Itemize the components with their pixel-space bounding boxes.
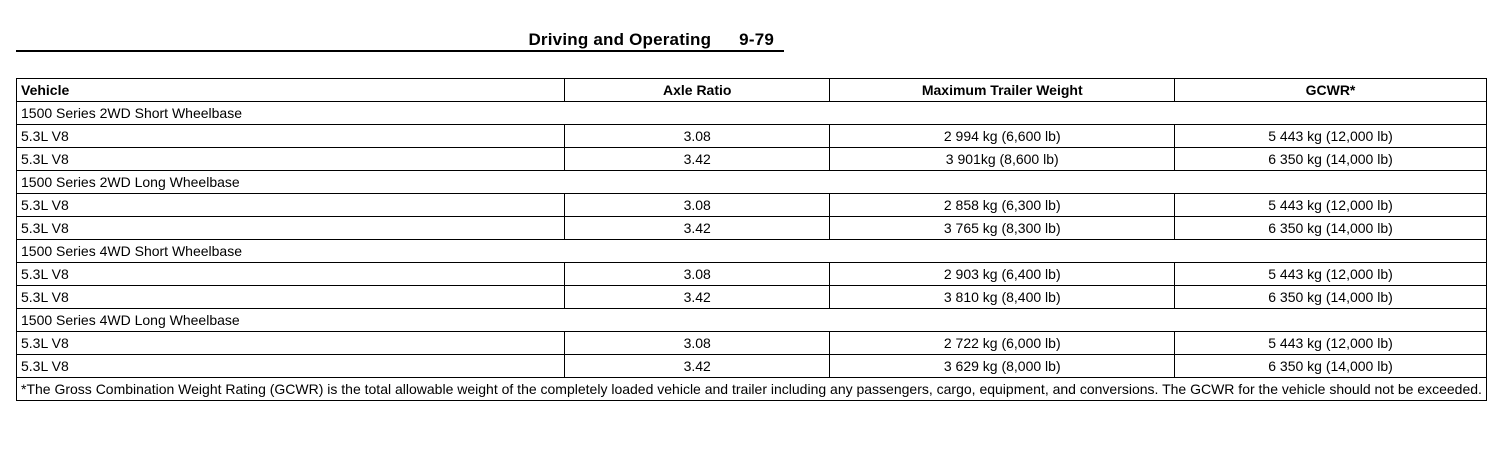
max-trailer-weight-cell: 3 629 kg (8,000 lb) [830, 355, 1175, 378]
max-trailer-weight-cell: 3 810 kg (8,400 lb) [830, 286, 1175, 309]
vehicle-cell: 5.3L V8 [17, 332, 565, 355]
axle-ratio-cell: 3.08 [565, 194, 830, 217]
max-trailer-weight-cell: 2 903 kg (6,400 lb) [830, 263, 1175, 286]
group-title: 1500 Series 2WD Short Wheelbase [17, 102, 1487, 125]
gcwr-cell: 6 350 kg (14,000 lb) [1175, 217, 1487, 240]
gcwr-cell: 5 443 kg (12,000 lb) [1175, 263, 1487, 286]
table-row [17, 286, 1487, 309]
page-header [16, 30, 784, 52]
axle-ratio-cell: 3.42 [565, 148, 830, 171]
vehicle-cell: 5.3L V8 [17, 125, 565, 148]
max-trailer-weight-cell: 2 722 kg (6,000 lb) [830, 332, 1175, 355]
axle-ratio-cell: 3.08 [565, 332, 830, 355]
gcwr-cell: 6 350 kg (14,000 lb) [1175, 355, 1487, 378]
column-header-vehicle: Vehicle [17, 79, 565, 102]
column-header-max-trailer-weight: Maximum Trailer Weight [830, 79, 1175, 102]
gcwr-cell: 5 443 kg (12,000 lb) [1175, 125, 1487, 148]
gcwr-cell: 5 443 kg (12,000 lb) [1175, 332, 1487, 355]
section-title: Driving and Operating [528, 30, 712, 49]
group-row [17, 240, 1487, 263]
gcwr-cell: 6 350 kg (14,000 lb) [1175, 148, 1487, 171]
table-header-row [17, 79, 1487, 102]
max-trailer-weight-cell: 3 901kg (8,600 lb) [830, 148, 1175, 171]
table-row [17, 125, 1487, 148]
table-row [17, 217, 1487, 240]
gcwr-cell: 6 350 kg (14,000 lb) [1175, 286, 1487, 309]
vehicle-cell: 5.3L V8 [17, 286, 565, 309]
vehicle-cell: 5.3L V8 [17, 194, 565, 217]
axle-ratio-cell: 3.08 [565, 263, 830, 286]
group-row [17, 102, 1487, 125]
group-row [17, 171, 1487, 194]
axle-ratio-cell: 3.42 [565, 355, 830, 378]
table-row [17, 194, 1487, 217]
table-row [17, 148, 1487, 171]
group-title: 1500 Series 4WD Short Wheelbase [17, 240, 1487, 263]
axle-ratio-cell: 3.08 [565, 125, 830, 148]
gcwr-cell: 5 443 kg (12,000 lb) [1175, 194, 1487, 217]
vehicle-cell: 5.3L V8 [17, 148, 565, 171]
page-number: 9-79 [739, 30, 774, 49]
footnote-row [17, 378, 1487, 401]
table-row [17, 355, 1487, 378]
vehicle-cell: 5.3L V8 [17, 355, 565, 378]
axle-ratio-cell: 3.42 [565, 286, 830, 309]
column-header-axle-ratio: Axle Ratio [565, 79, 830, 102]
trailer-weight-table [16, 78, 1487, 401]
table-row [17, 263, 1487, 286]
footnote-text: *The Gross Combination Weight Rating (GCWR) is the total allowable weight of the completely loaded vehicle and trailer including any passengers, cargo, equipment, and conversions. The GCWR for the vehicle should not be exceeded. [17, 378, 1487, 401]
vehicle-cell: 5.3L V8 [17, 217, 565, 240]
group-row [17, 309, 1487, 332]
header-text [528, 30, 774, 50]
group-title: 1500 Series 4WD Long Wheelbase [17, 309, 1487, 332]
table-row [17, 332, 1487, 355]
axle-ratio-cell: 3.42 [565, 217, 830, 240]
max-trailer-weight-cell: 2 858 kg (6,300 lb) [830, 194, 1175, 217]
column-header-gcwr: GCWR* [1175, 79, 1487, 102]
max-trailer-weight-cell: 2 994 kg (6,600 lb) [830, 125, 1175, 148]
max-trailer-weight-cell: 3 765 kg (8,300 lb) [830, 217, 1175, 240]
group-title: 1500 Series 2WD Long Wheelbase [17, 171, 1487, 194]
vehicle-cell: 5.3L V8 [17, 263, 565, 286]
